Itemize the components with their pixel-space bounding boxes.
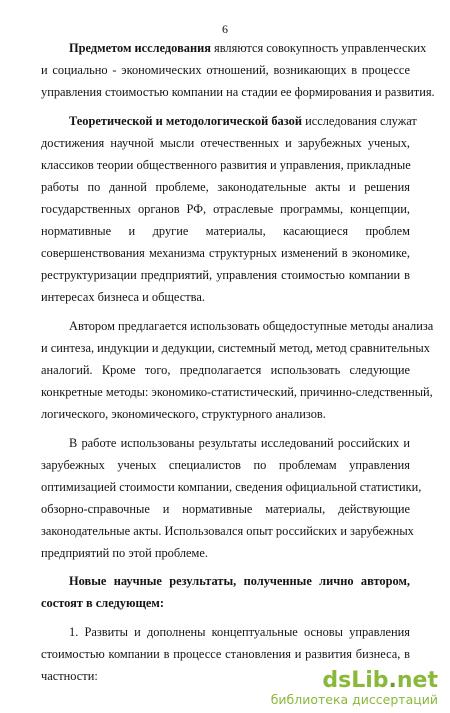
p2-line-4: работы по данной проблеме, законодательные акты и решения: [41, 180, 410, 194]
subject-heading: Предметом исследования: [69, 41, 211, 55]
p2-line-3: классиков теории общественного развития и управления, прикладные: [41, 158, 411, 172]
p2-line-6: нормативные и другие материалы, касающиеся проблем: [41, 224, 410, 238]
p6-line-3: частности:: [41, 669, 98, 683]
results-heading-line-2: состоят в следующем:: [41, 596, 164, 610]
p3-line-2: и синтеза, индукции и дедукции, системный метод, метод сравнительных: [41, 341, 430, 355]
dslib-logo: dsLib.net: [322, 668, 438, 693]
p1-line-2: и социально - экономических отношений, возникающих в процессе: [41, 63, 410, 77]
methodology-heading: Теоретической и методологической базой: [69, 114, 302, 128]
p4-line-2: зарубежных ученых специалистов по проблемам управления: [41, 458, 410, 472]
p2-line-9: интересах бизнеса и общества.: [41, 290, 205, 304]
p2-line-5: государственных органов РФ, отраслевые программы, концепции,: [41, 202, 410, 216]
p1-line-1: Предметом исследования являются совокупность управленческих: [69, 41, 427, 55]
page-number: 6: [222, 22, 228, 36]
p3-line-4: конкретные методы: экономико-статистический, причинно-следственный,: [41, 385, 433, 399]
p3-line-1: Автором предлагается использовать общедоступные методы анализа: [69, 319, 434, 333]
p6-line-1: 1. Развиты и дополнены концептуальные основы управления: [69, 625, 410, 639]
p1-line-3: управления стоимостью компании на стадии ее формирования и развития.: [41, 85, 435, 99]
p2-line-8: реструктуризации предприятий, управления стоимостью компании в: [41, 268, 410, 282]
p4-line-1: В работе использованы результаты исследований российских и: [69, 436, 410, 450]
p4-line-3: оптимизацией стоимости компании, сведения официальной статистики,: [41, 480, 422, 494]
p3-line-3: аналогий. Кроме того, предполагается использовать следующие: [41, 363, 410, 377]
p3-line-5: логического, экономического, структурного анализов.: [41, 407, 326, 421]
results-heading-line-1: Новые научные результаты, полученные лично автором,: [69, 574, 410, 588]
p2-line-7: совершенствования механизма структурных изменений в экономике,: [41, 246, 410, 260]
p2-line-1: Теоретической и методологической базой исследования служат: [69, 114, 417, 128]
p6-line-2: стоимостью компании в процессе становления и развития бизнеса, в: [41, 647, 410, 661]
p2-line-2: достижения научной мысли отечественных и зарубежных ученых,: [41, 136, 410, 150]
p4-line-5: законодательные акты. Использовался опыт российских и зарубежных: [41, 524, 414, 538]
p4-line-4: обзорно-справочные и нормативные материалы, действующие: [41, 502, 410, 516]
p4-line-6: предприятий по этой проблеме.: [41, 546, 208, 560]
dslib-subtitle: библиотека диссертаций: [270, 692, 438, 707]
dslib-watermark[interactable]: [271, 669, 438, 707]
